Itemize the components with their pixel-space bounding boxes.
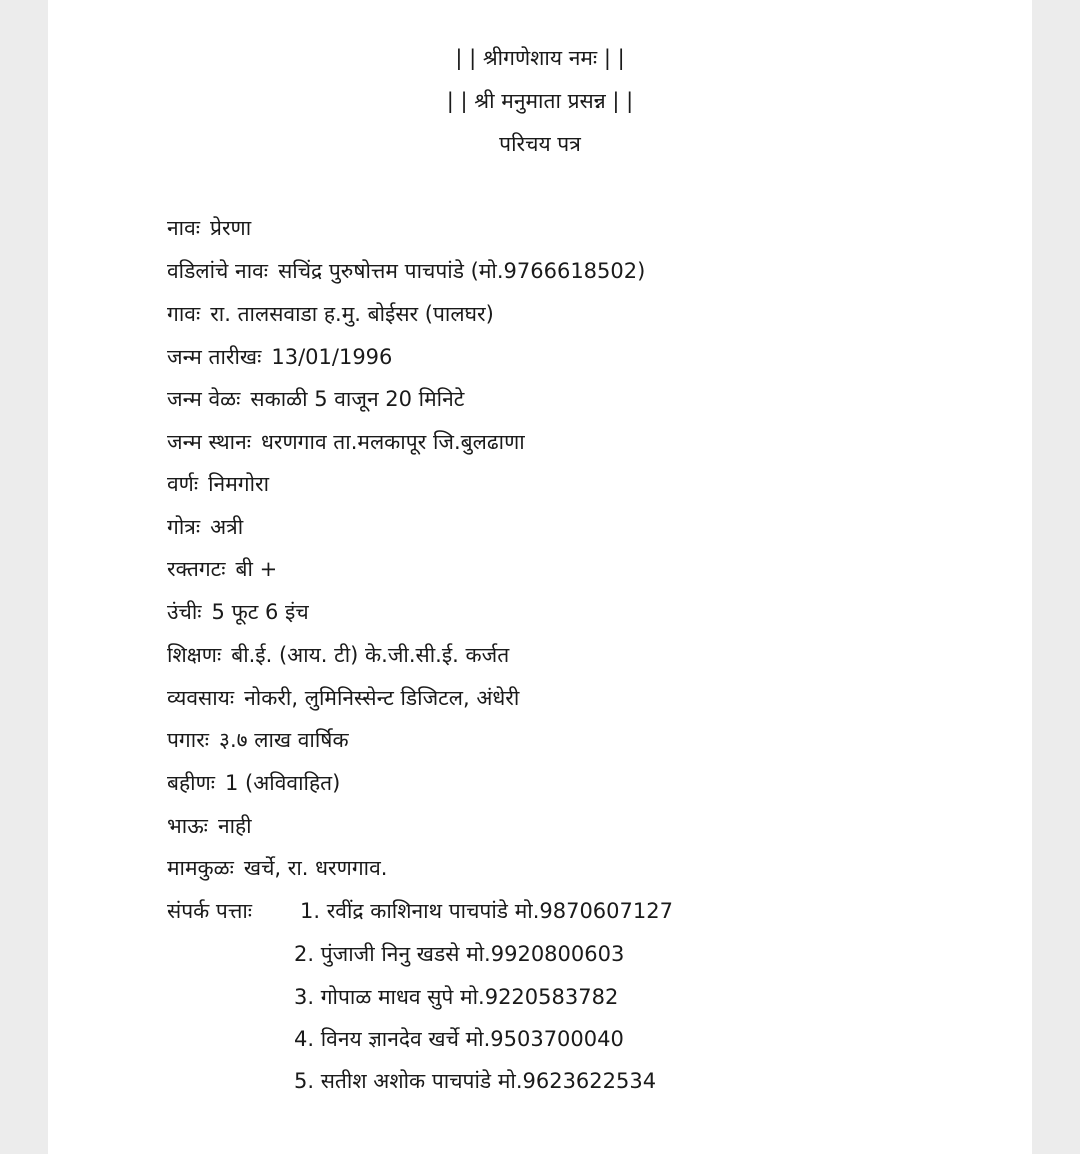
field-label: शिक्षणः [167,643,222,667]
invocation-line-1: | | श्रीगणेशाय नमः | | [455,46,625,70]
field-sister [167,768,340,798]
field-name [167,213,251,243]
contact-item-1: 1. रवींद्र काशिनाथ पाचपांडे मो.9870607127 [300,899,673,923]
field-label: वडिलांचे नावः [167,259,269,283]
field-value: नाही [217,814,252,838]
field-value: ३.७ लाख वार्षिक [219,728,349,752]
contact-label: संपर्क पत्ताः [167,899,253,923]
field-value: 13/01/1996 [271,345,393,369]
field-value: सचिंद्र पुरुषोत्तम पाचपांडे (मो.9766618502) [278,259,646,283]
field-label: जन्म वेळः [167,387,241,411]
field-birth-time [167,384,464,414]
invocation-line-2: | | श्री मनुमाता प्रसन्न | | [446,89,634,113]
field-father-name [167,256,645,286]
field-value: बी + [235,557,278,581]
field-label: उंचीः [167,600,202,624]
field-label: जन्म तारीखः [167,345,262,369]
field-value: अत्री [210,515,244,539]
field-label: भाऊः [167,814,208,838]
field-gotra [167,512,243,542]
document-title: परिचय पत्र [499,132,581,156]
field-label: व्यवसायः [167,686,235,710]
contact-item-2: 2. पुंजाजी निनु खडसे मो.9920800603 [294,942,625,966]
field-value: बी.ई. (आय. टी) के.जी.सी.ई. कर्जत [231,643,510,667]
field-blood-group [167,554,277,584]
field-label: गावः [167,302,201,326]
field-label: मामकुळः [167,856,234,880]
field-label: वर्णः [167,472,199,496]
field-label: नावः [167,216,201,240]
document-page [48,0,1032,1154]
field-value: खर्चे, रा. धरणगाव. [243,856,388,880]
field-value: रा. तालसवाडा ह.मु. बोईसर (पालघर) [210,302,494,326]
field-birth-date [167,342,392,372]
contact-item-5: 5. सतीश अशोक पाचपांडे मो.9623622534 [294,1069,657,1093]
field-label: बहीणः [167,771,216,795]
field-value: नोकरी, लुमिनिस्सेन्ट डिजिटल, अंधेरी [244,686,520,710]
field-salary [167,725,349,755]
field-value: सकाळी 5 वाजून 20 मिनिटे [250,387,465,411]
contact-item-4: 4. विनय ज्ञानदेव खर्चे मो.9503700040 [294,1027,624,1051]
field-occupation [167,683,519,713]
field-education [167,640,509,670]
field-label: पगारः [167,728,210,752]
field-label: जन्म स्थानः [167,430,251,454]
field-label: रक्तगटः [167,557,226,581]
field-value: 1 (अविवाहित) [225,771,341,795]
field-height [167,597,309,627]
field-value: धरणगाव ता.मलकापूर जि.बुलढाणा [261,430,525,454]
contact-item-3: 3. गोपाळ माधव सुपे मो.9220583782 [294,985,619,1009]
field-label: गोत्रः [167,515,201,539]
field-complexion [167,469,269,499]
field-value: 5 फूट 6 इंच [211,600,309,624]
field-brother [167,811,252,841]
field-village [167,299,494,329]
field-value: प्रेरणा [210,216,252,240]
field-value: निमगोरा [208,472,270,496]
field-maternal-family [167,853,387,883]
field-birth-place [167,427,525,457]
